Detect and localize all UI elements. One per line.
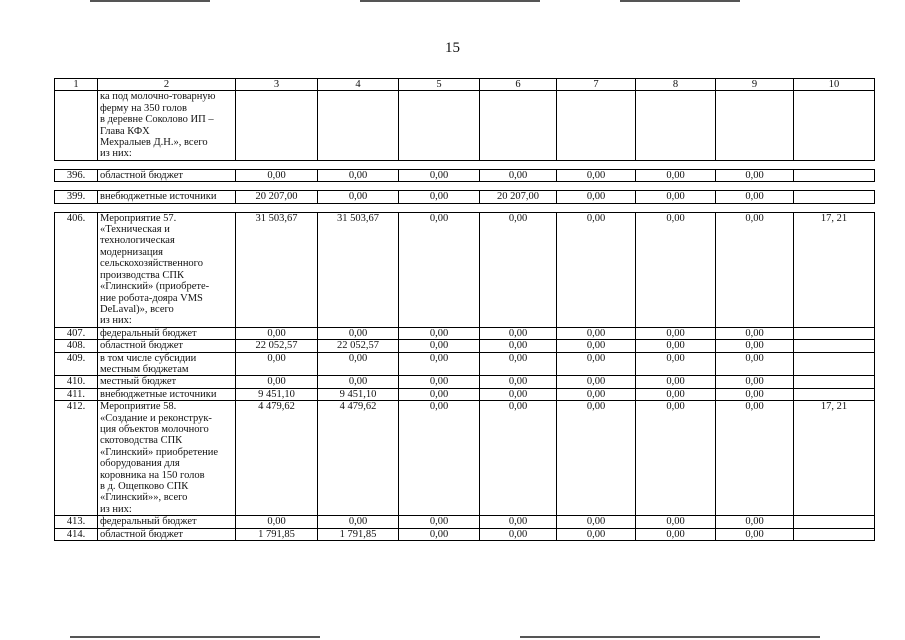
row-name: внебюджетные источники [98, 191, 236, 203]
row-name: федеральный бюджет [98, 327, 236, 339]
value-cell [399, 91, 480, 160]
row-name: Мероприятие 58. «Создание и реконструк- ция объектов молочного скотоводства СПК «Глинский» приобретение оборудования для коровника на 150 голов в д. Ощепково СПК «Глинский»», всего из них: [98, 401, 236, 516]
table-row [55, 401, 875, 516]
value-cell: 0,00 [557, 340, 636, 352]
value-cell: 0,00 [716, 388, 794, 400]
value-cell: 0,00 [480, 212, 557, 327]
row-name: местный бюджет [98, 376, 236, 388]
row-gap [55, 160, 875, 169]
row-name: в том числе субсидии местным бюджетам [98, 352, 236, 376]
value-cell: 17, 21 [794, 212, 875, 327]
header-cell: 5 [399, 79, 480, 91]
table-row [55, 528, 875, 540]
value-cell: 0,00 [636, 516, 716, 528]
page-number: 15 [445, 40, 460, 56]
table-body [55, 79, 875, 541]
value-cell: 0,00 [636, 388, 716, 400]
value-cell: 0,00 [557, 327, 636, 339]
value-cell: 0,00 [557, 388, 636, 400]
header-cell: 2 [98, 79, 236, 91]
gap-cell [55, 203, 875, 212]
value-cell: 0,00 [636, 340, 716, 352]
value-cell [636, 91, 716, 160]
table-row [55, 376, 875, 388]
value-cell: 0,00 [716, 191, 794, 203]
value-cell: 22 052,57 [318, 340, 399, 352]
value-cell: 0,00 [318, 169, 399, 181]
value-cell: 0,00 [716, 352, 794, 376]
value-cell: 0,00 [318, 352, 399, 376]
value-cell: 0,00 [480, 376, 557, 388]
value-cell [794, 91, 875, 160]
row-number: 399. [55, 191, 98, 203]
value-cell [794, 191, 875, 203]
value-cell [794, 376, 875, 388]
value-cell: 0,00 [318, 376, 399, 388]
value-cell: 0,00 [636, 528, 716, 540]
value-cell: 22 052,57 [236, 340, 318, 352]
value-cell: 4 479,62 [236, 401, 318, 516]
value-cell: 0,00 [716, 528, 794, 540]
value-cell: 0,00 [399, 516, 480, 528]
header-cell: 7 [557, 79, 636, 91]
value-cell: 9 451,10 [318, 388, 399, 400]
value-cell [794, 340, 875, 352]
row-number: 406. [55, 212, 98, 327]
row-number: 409. [55, 352, 98, 376]
value-cell: 0,00 [399, 340, 480, 352]
gap-cell [55, 182, 875, 191]
header-cell: 1 [55, 79, 98, 91]
value-cell: 0,00 [399, 388, 480, 400]
value-cell: 0,00 [399, 191, 480, 203]
value-cell: 0,00 [399, 376, 480, 388]
row-name: федеральный бюджет [98, 516, 236, 528]
value-cell [794, 516, 875, 528]
header-cell: 4 [318, 79, 399, 91]
value-cell: 0,00 [636, 352, 716, 376]
value-cell: 0,00 [480, 388, 557, 400]
value-cell [236, 91, 318, 160]
value-cell [716, 91, 794, 160]
value-cell: 20 207,00 [236, 191, 318, 203]
value-cell: 0,00 [716, 327, 794, 339]
table-row [55, 169, 875, 181]
row-number: 414. [55, 528, 98, 540]
row-name: внебюджетные источники [98, 388, 236, 400]
value-cell: 0,00 [636, 169, 716, 181]
scan-artifact-top [90, 0, 210, 2]
row-gap [55, 203, 875, 212]
value-cell: 0,00 [399, 352, 480, 376]
row-number: 412. [55, 401, 98, 516]
table-row [55, 388, 875, 400]
value-cell: 0,00 [236, 327, 318, 339]
row-name: областной бюджет [98, 340, 236, 352]
row-number: 407. [55, 327, 98, 339]
value-cell: 0,00 [636, 401, 716, 516]
budget-table [54, 78, 875, 541]
value-cell: 0,00 [480, 352, 557, 376]
value-cell: 0,00 [636, 212, 716, 327]
row-number [55, 91, 98, 160]
value-cell: 0,00 [557, 169, 636, 181]
header-cell: 9 [716, 79, 794, 91]
value-cell: 0,00 [557, 528, 636, 540]
value-cell: 17, 21 [794, 401, 875, 516]
scan-artifact-bottom [520, 636, 820, 638]
value-cell: 0,00 [399, 401, 480, 516]
value-cell: 0,00 [716, 376, 794, 388]
value-cell: 0,00 [557, 212, 636, 327]
scan-artifact-top [620, 0, 740, 2]
row-gap [55, 182, 875, 191]
value-cell: 0,00 [636, 191, 716, 203]
value-cell [557, 91, 636, 160]
value-cell [794, 169, 875, 181]
row-name: областной бюджет [98, 169, 236, 181]
value-cell: 0,00 [716, 340, 794, 352]
table-row [55, 352, 875, 376]
row-number: 413. [55, 516, 98, 528]
header-row [55, 79, 875, 91]
value-cell [794, 327, 875, 339]
value-cell: 0,00 [399, 212, 480, 327]
table-row [55, 516, 875, 528]
value-cell: 0,00 [636, 327, 716, 339]
gap-cell [55, 160, 875, 169]
table-row [55, 91, 875, 160]
value-cell: 0,00 [318, 516, 399, 528]
value-cell: 0,00 [236, 169, 318, 181]
table-row [55, 327, 875, 339]
header-cell: 6 [480, 79, 557, 91]
value-cell: 0,00 [716, 401, 794, 516]
value-cell: 1 791,85 [236, 528, 318, 540]
value-cell: 4 479,62 [318, 401, 399, 516]
value-cell: 0,00 [399, 528, 480, 540]
value-cell: 0,00 [557, 401, 636, 516]
value-cell: 0,00 [480, 401, 557, 516]
table-row [55, 212, 875, 327]
value-cell: 0,00 [236, 376, 318, 388]
value-cell: 0,00 [557, 191, 636, 203]
value-cell: 0,00 [236, 516, 318, 528]
value-cell: 0,00 [716, 212, 794, 327]
value-cell [794, 352, 875, 376]
row-number: 411. [55, 388, 98, 400]
row-name: Мероприятие 57. «Техническая и технологическая модернизация сельскохозяйственного производства СПК «Глинский» (приобрете- ние робота-дояра VMS DeLaval)», всего из них: [98, 212, 236, 327]
value-cell [480, 91, 557, 160]
value-cell: 0,00 [636, 376, 716, 388]
value-cell: 0,00 [716, 516, 794, 528]
header-cell: 8 [636, 79, 716, 91]
value-cell: 0,00 [318, 191, 399, 203]
value-cell: 0,00 [480, 340, 557, 352]
value-cell: 0,00 [480, 169, 557, 181]
value-cell: 0,00 [318, 327, 399, 339]
row-name: ка под молочно-товарную ферму на 350 голов в деревне Соколово ИП – Глава КФХ Мехралыев Д.Н.», всего из них: [98, 91, 236, 160]
row-number: 396. [55, 169, 98, 181]
value-cell: 31 503,67 [236, 212, 318, 327]
value-cell: 0,00 [236, 352, 318, 376]
value-cell: 0,00 [480, 516, 557, 528]
value-cell: 0,00 [399, 169, 480, 181]
header-cell: 10 [794, 79, 875, 91]
value-cell: 31 503,67 [318, 212, 399, 327]
table-row [55, 191, 875, 203]
row-number: 408. [55, 340, 98, 352]
value-cell [794, 388, 875, 400]
value-cell: 20 207,00 [480, 191, 557, 203]
value-cell: 0,00 [716, 169, 794, 181]
scan-artifact-top [360, 0, 540, 2]
value-cell: 0,00 [557, 516, 636, 528]
scan-artifact-bottom [70, 636, 320, 638]
value-cell: 0,00 [399, 327, 480, 339]
row-name: областной бюджет [98, 528, 236, 540]
row-number: 410. [55, 376, 98, 388]
value-cell: 0,00 [480, 327, 557, 339]
value-cell: 0,00 [480, 528, 557, 540]
value-cell [794, 528, 875, 540]
value-cell [318, 91, 399, 160]
value-cell: 0,00 [557, 352, 636, 376]
value-cell: 0,00 [557, 376, 636, 388]
table-row [55, 340, 875, 352]
value-cell: 1 791,85 [318, 528, 399, 540]
value-cell: 9 451,10 [236, 388, 318, 400]
header-cell: 3 [236, 79, 318, 91]
